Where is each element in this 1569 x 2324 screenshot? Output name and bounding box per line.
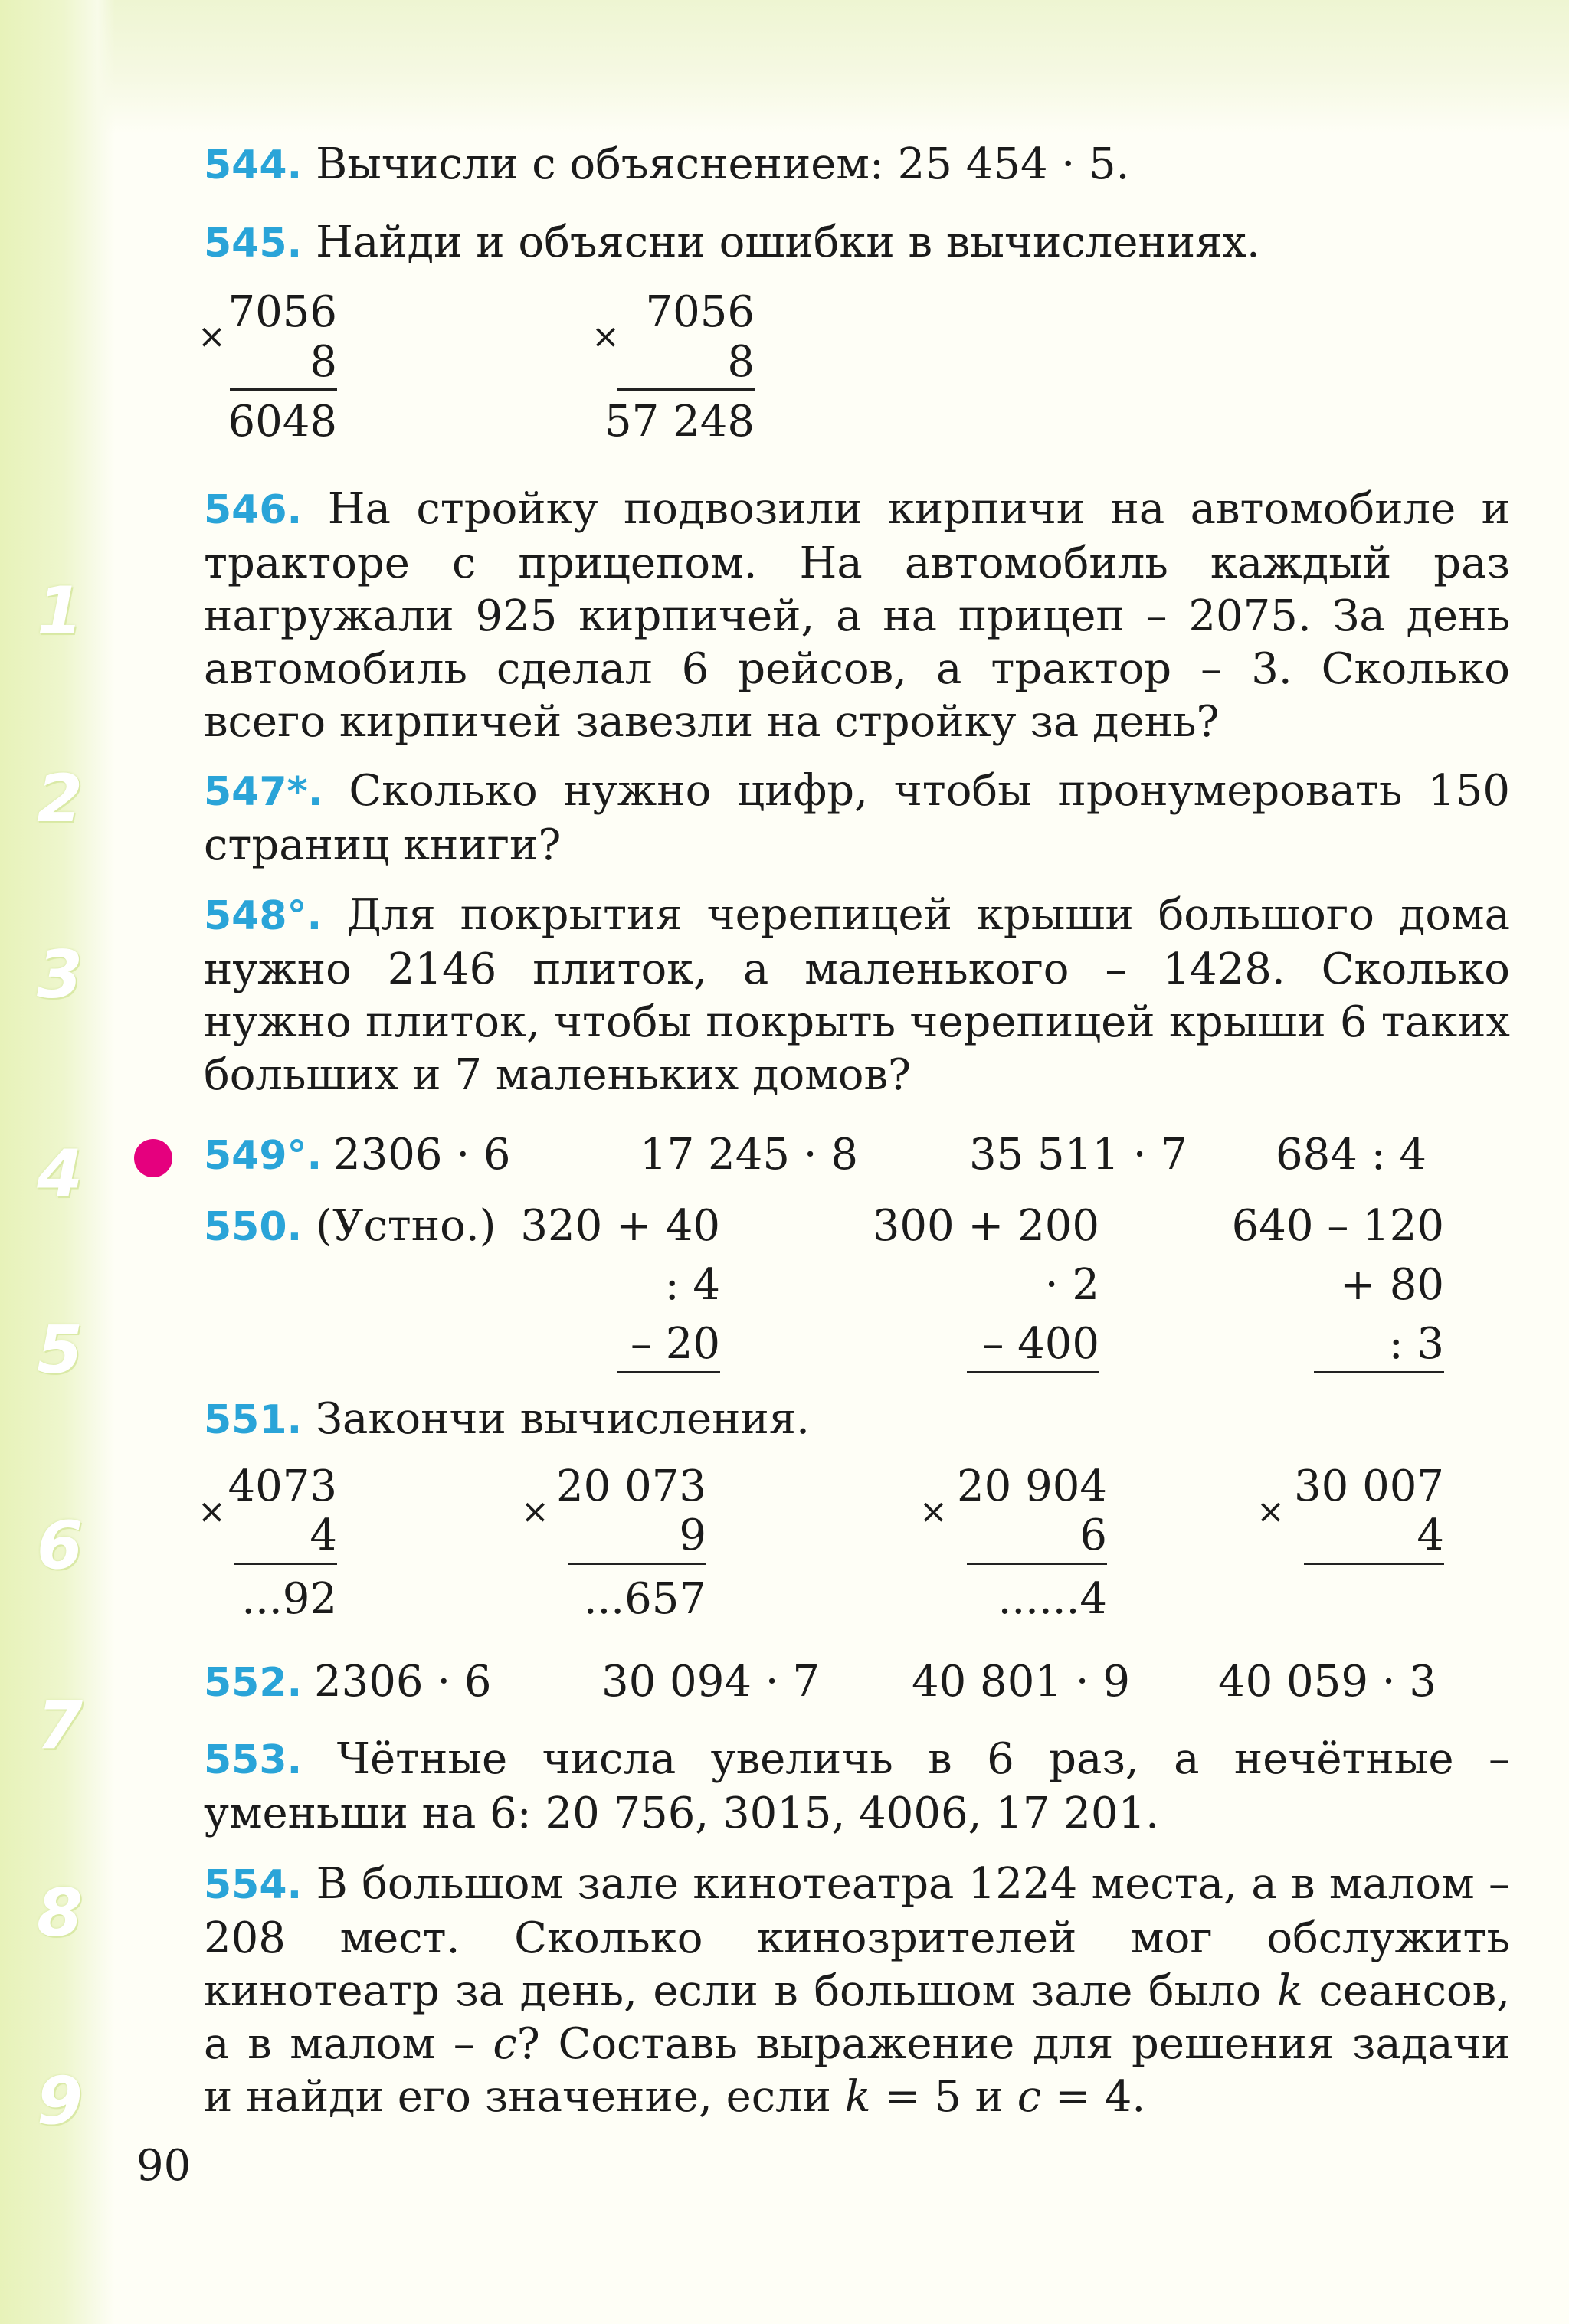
expr: 30 094 · 7 [601, 1657, 820, 1707]
task-number: 544. [204, 142, 303, 188]
task-text: В большом зале кинотеатра 1224 места, а в малом – 208 мест. Сколько кинозрителей мог обслужить кинотеатр за день, если в большом зале было [204, 1859, 1510, 2016]
task-text: Для покрытия черепицей крыши большого дома нужно 2146 плиток, а маленького – 1428. Сколько нужно плиток, чтобы покрыть черепицей крыши 6 таких больших и 7 маленьких домов? [204, 890, 1510, 1100]
chain-step: – 400 [982, 1319, 1099, 1369]
underline [568, 1563, 706, 1565]
side-number: 1 [37, 573, 83, 650]
underline [617, 388, 755, 391]
expr: 40 059 · 3 [1218, 1657, 1436, 1707]
chain-step: 320 + 40 [520, 1201, 720, 1251]
task-549 [204, 1130, 322, 1181]
task-547 [138, 764, 1510, 872]
chain-step: 640 – 120 [1231, 1201, 1444, 1251]
task-text: = 4. [1041, 2072, 1146, 2122]
multiplier: 4 [1417, 1511, 1444, 1560]
expr: 684 : 4 [1276, 1130, 1427, 1180]
task-text: На стройку подвозили кирпичи на автомобиле и тракторе с прицепом. На автомобиль каждый раз нагружали 925 кирпичей, а на прицеп – 2075. За день автомобиль сделал 6 рейсов, а трактор – 3. Сколько всего кирпичей завезли на стройку за день? [204, 484, 1510, 747]
chain-step: : 3 [1388, 1319, 1444, 1369]
result: ...92 [241, 1574, 337, 1624]
expr: 35 511 · 7 [969, 1130, 1187, 1180]
result: 6048 [228, 397, 337, 447]
times-sign: × [521, 1492, 549, 1531]
oral-label: (Устно.) [316, 1201, 496, 1251]
task-number: 554. [204, 1862, 303, 1908]
times-sign: × [919, 1492, 948, 1531]
side-number: 7 [37, 1687, 83, 1764]
variable-k: k [844, 2072, 871, 2122]
result: 57 248 [604, 397, 755, 447]
variable-c: c [1017, 2072, 1042, 2122]
task-number: 552. [204, 1660, 303, 1706]
times-sign: × [1256, 1492, 1285, 1531]
task-544 [138, 138, 1510, 192]
task-552 [204, 1657, 302, 1708]
times-sign: × [198, 317, 226, 356]
multiplicand: 4073 [228, 1462, 337, 1511]
underline [1304, 1563, 1444, 1565]
underline [1314, 1371, 1444, 1373]
task-text: Найди и объясни ошибки в вычислениях. [316, 218, 1260, 267]
side-number: 4 [37, 1136, 83, 1213]
multiplicand: 20 904 [957, 1462, 1107, 1511]
side-number: 3 [37, 937, 83, 1013]
task-550 [204, 1201, 496, 1252]
underline [234, 1563, 337, 1565]
multiplicand: 20 073 [556, 1462, 706, 1511]
chain-step: · 2 [1044, 1260, 1099, 1310]
multiplier: 4 [310, 1511, 337, 1560]
times-sign: × [591, 317, 620, 356]
task-number: 547*. [204, 769, 323, 815]
expr: 2306 · 6 [314, 1657, 492, 1707]
expr: 17 245 · 8 [640, 1130, 858, 1180]
task-546 [138, 483, 1510, 748]
task-number: 551. [204, 1397, 303, 1443]
task-545 [138, 216, 1510, 270]
multiplicand: 7056 [228, 287, 337, 337]
task-number: 550. [204, 1204, 303, 1250]
underline [617, 1371, 720, 1373]
side-number: 9 [37, 2063, 83, 2139]
multiplier: 6 [1079, 1511, 1107, 1560]
bullet-dot [134, 1139, 172, 1177]
expr: 2306 · 6 [333, 1130, 511, 1180]
variable-c: c [493, 2019, 517, 2069]
task-text: Вычисли с объяснением: 25 454 · 5. [316, 139, 1130, 189]
result: ...657 [583, 1574, 706, 1624]
task-text: Чётные числа увеличь в 6 раз, а нечётные – уменьши на 6: 20 756, 3015, 4006, 17 201. [204, 1734, 1510, 1838]
task-text: Закончи вычисления. [316, 1394, 810, 1444]
task-number: 553. [204, 1737, 303, 1783]
chain-step: – 20 [630, 1319, 720, 1369]
chain-step: + 80 [1340, 1260, 1444, 1310]
task-number: 549°. [204, 1133, 323, 1179]
multiplicand: 7056 [645, 287, 755, 337]
task-551 [138, 1393, 1510, 1447]
task-text: = 5 и [870, 2072, 1017, 2122]
underline [230, 388, 337, 391]
task-number: 546. [204, 487, 303, 533]
underline [967, 1563, 1107, 1565]
variable-k: k [1276, 1966, 1303, 2016]
task-text: сеансов, а в малом – [204, 1966, 1511, 2069]
task-553 [138, 1733, 1510, 1840]
times-sign: × [198, 1492, 226, 1531]
chain-step: : 4 [664, 1260, 720, 1310]
multiplicand: 30 007 [1294, 1462, 1444, 1511]
chain-step: 300 + 200 [872, 1201, 1099, 1251]
multiplier: 8 [727, 337, 755, 387]
task-text: ? Составь выражение для решения задачи и найди его значение, если [204, 2019, 1510, 2122]
task-number: 548°. [204, 893, 323, 939]
multiplier: 8 [310, 337, 337, 387]
side-number: 8 [37, 1875, 83, 1952]
side-number: 6 [37, 1507, 83, 1584]
underline [967, 1371, 1099, 1373]
task-number: 545. [204, 221, 303, 267]
expr: 40 801 · 9 [912, 1657, 1130, 1707]
task-text: Сколько нужно цифр, чтобы пронумеровать 150 страниц книги? [204, 766, 1510, 870]
multiplier: 9 [679, 1511, 706, 1560]
task-548 [138, 889, 1510, 1101]
page-number: 90 [136, 2141, 192, 2191]
side-number: 5 [37, 1312, 83, 1389]
side-number: 2 [37, 761, 83, 837]
result: ......4 [997, 1574, 1107, 1624]
task-554 [138, 1858, 1510, 2123]
